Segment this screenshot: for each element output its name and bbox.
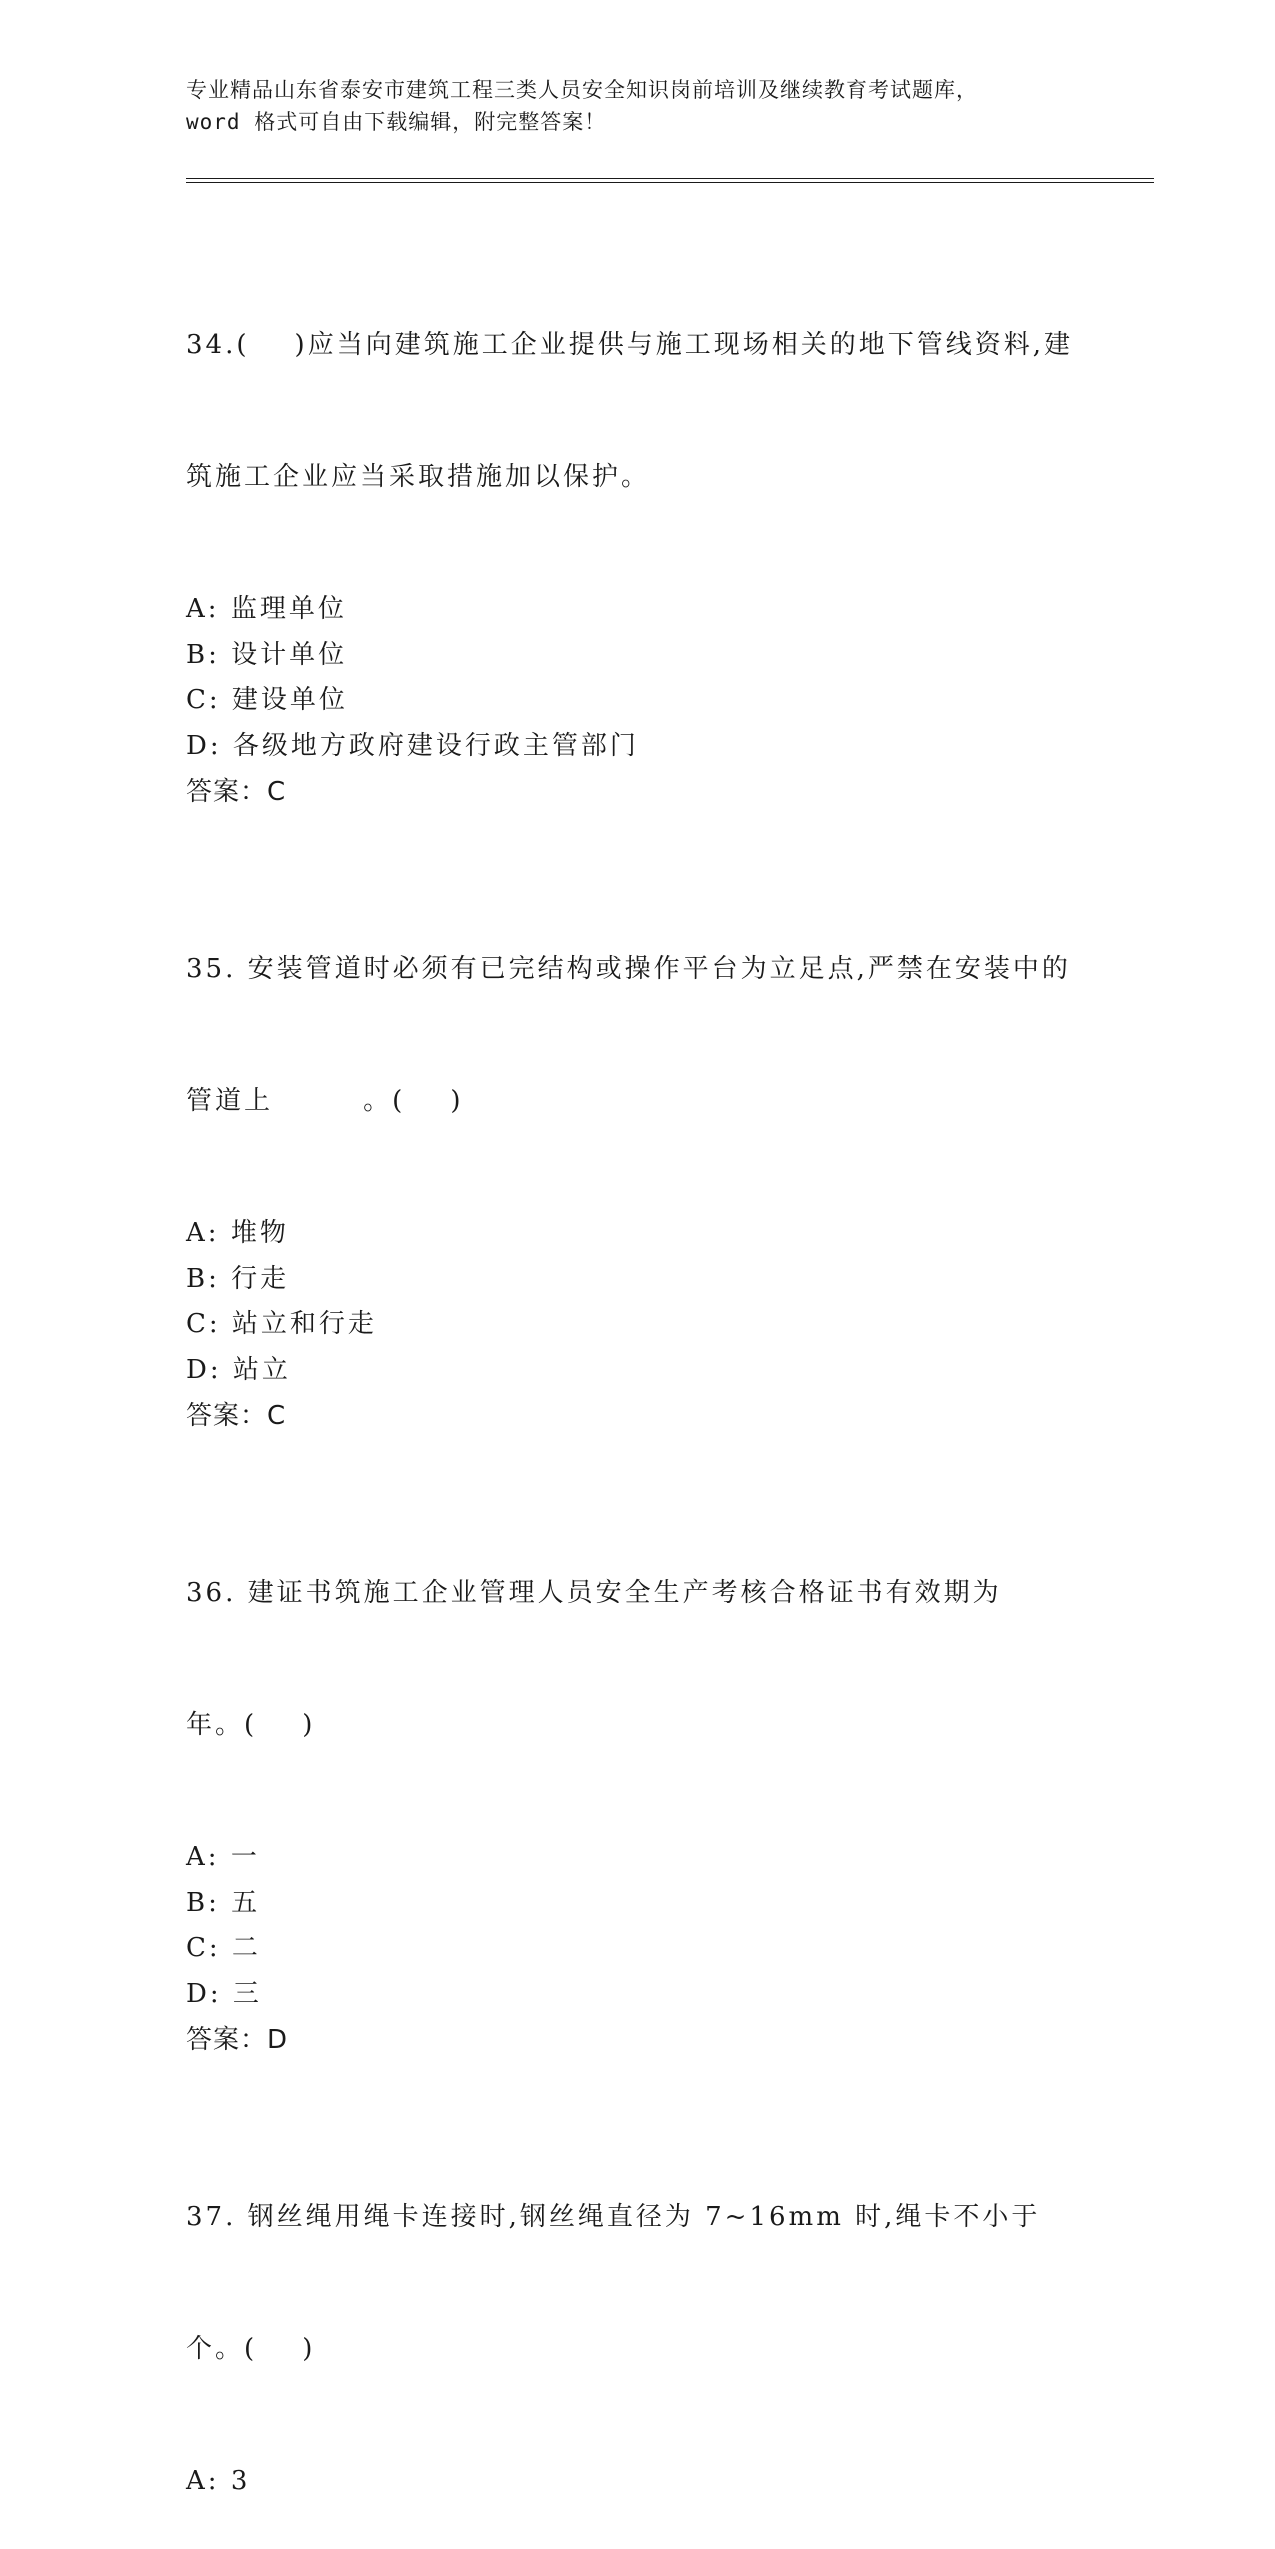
option-c <box>186 678 1086 724</box>
option-label: A: <box>186 1842 220 1872</box>
question-stem-line: 个。( ) <box>186 2334 316 2364</box>
question-stem-line: 35. 安装管道时必须有已完结构或操作平台为立足点,严禁在安装中的 <box>186 954 1071 984</box>
option-text: 一 <box>230 1842 260 1872</box>
question-35 <box>186 859 1086 1439</box>
option-a <box>186 1211 1086 1257</box>
option-label: A: <box>186 594 220 624</box>
option-text: 设计单位 <box>231 639 348 670</box>
option-d <box>186 724 1086 770</box>
option-label: D: <box>186 730 222 761</box>
option-d <box>186 1348 1086 1394</box>
answer-line: 答案：C <box>186 1401 287 1431</box>
option-d <box>186 1972 1086 2018</box>
option-label: C: <box>186 1309 221 1339</box>
question-37 <box>186 2107 1086 2505</box>
question-stem <box>186 859 1086 1211</box>
option-text: 站立和行走 <box>231 1309 377 1339</box>
question-36 <box>186 1483 1086 2063</box>
option-label: C: <box>186 1933 221 1963</box>
option-label: B: <box>186 1263 220 1294</box>
question-stem-line: 年。( ) <box>186 1710 316 1740</box>
option-a <box>186 2459 1086 2505</box>
option-text: 堆物 <box>230 1218 289 1248</box>
option-label: C: <box>186 685 221 715</box>
question-stem-line: 36. 建证书筑施工企业管理人员安全生产考核合格证书有效期为 <box>186 1578 1002 1608</box>
option-text: 三 <box>232 1978 262 2009</box>
option-label: D: <box>186 1354 222 1385</box>
option-c <box>186 1302 1086 1348</box>
question-stem-line: 37. 钢丝绳用绳卡连接时,钢丝绳直径为 7~16mm 时,绳卡不小于 <box>186 2202 1041 2232</box>
question-stem <box>186 1483 1086 1835</box>
header-title-line-2: word 格式可自由下载编辑，附完整答案！ <box>186 110 607 134</box>
header-title-line-1: 专业精品山东省泰安市建筑工程三类人员安全知识岗前培训及继续教育考试题库， <box>186 78 978 102</box>
option-a <box>186 1835 1086 1881</box>
option-a <box>186 587 1086 633</box>
option-label: A: <box>186 1218 220 1248</box>
option-text: 五 <box>231 1887 261 1918</box>
option-label: D: <box>186 1978 222 2009</box>
answer-line: 答案：C <box>186 777 287 807</box>
option-text: 行走 <box>231 1263 290 1294</box>
question-34 <box>186 235 1086 815</box>
question-list <box>186 235 1086 2549</box>
option-text: 二 <box>231 1933 261 1963</box>
answer-line: 答案：D <box>186 2025 289 2055</box>
option-c <box>186 1926 1086 1972</box>
option-label: B: <box>186 639 220 670</box>
header-double-rule <box>186 178 1154 183</box>
question-stem <box>186 235 1086 587</box>
option-b <box>186 1257 1086 1303</box>
option-b <box>186 1881 1086 1927</box>
option-text: 站立 <box>232 1354 291 1385</box>
question-stem-line: 筑施工企业应当采取措施加以保护。 <box>186 462 651 492</box>
question-stem-line: 管道上 。( ) <box>186 1086 464 1116</box>
question-stem <box>186 2107 1086 2459</box>
option-text: 3 <box>230 2466 251 2496</box>
option-text: 建设单位 <box>231 685 348 715</box>
option-label: B: <box>186 1887 220 1918</box>
option-text: 监理单位 <box>230 594 347 624</box>
option-label: A: <box>186 2466 220 2496</box>
option-text: 各级地方政府建设行政主管部门 <box>232 730 639 761</box>
option-b <box>186 633 1086 679</box>
question-stem-line: 34.( )应当向建筑施工企业提供与施工现场相关的地下管线资料,建 <box>186 330 1073 360</box>
document-header <box>186 74 1086 138</box>
